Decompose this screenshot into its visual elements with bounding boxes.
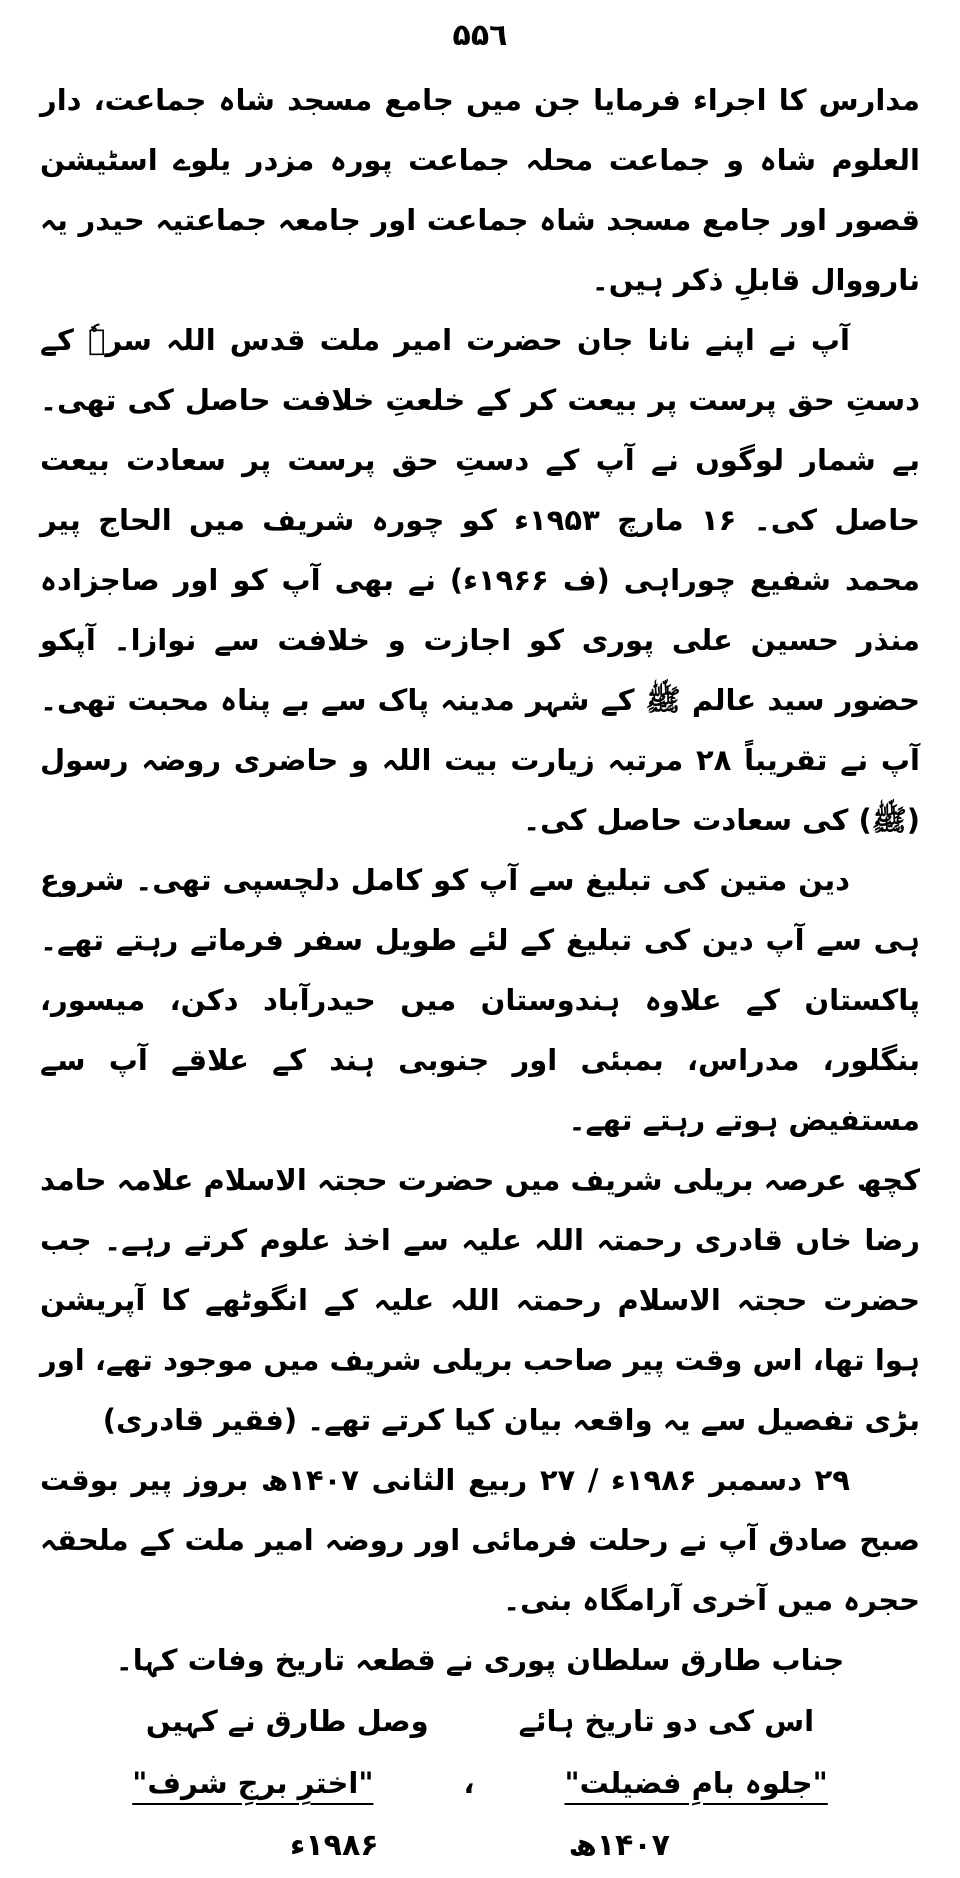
gregorian-year: ۱۹۸۶ء bbox=[290, 1828, 379, 1863]
verse-line-1-right: اس کی دو تاریخ ہائے bbox=[518, 1704, 815, 1738]
verse-line-2 bbox=[40, 1752, 920, 1814]
paragraph-wafat: ۲۹ دسمبر ۱۹۸۶ء / ۲۷ ربیع الثانی ۱۴۰۷ھ بروز پیر بوقت صبح صادق آپ نے رحلت فرمائی اور روضہ امیر ملت کے ملحقہ حجرہ میں آخری آرامگاہ بنی۔ bbox=[40, 1463, 920, 1617]
paragraph-bayat: آپ نے اپنے نانا جان حضرت امیر ملت قدس اللہ سرہٗ کے دستِ حق پرست پر بیعت کر کے خلعتِ خلافت حاصل کی تھی۔ بے شمار لوگوں نے آپ کے دستِ حق پرست پر سعادت بیعت حاصل کی۔ ۱۶ مارچ ۱۹۵۳ء کو چورہ شریف میں الحاج پیر محمد شفیع چوراہی (ف ۱۹۶۶ء) نے بھی آپ کو اور صاجزادہ منذر حسین علی پوری کو اجازت و خلافت سے نوازا۔ آپکو حضور سید عالم ﷺ کے شہر مدینہ پاک سے بے پناہ محبت تھی۔ آپ نے تقریباً ۲۸ مرتبہ زیارت بیت اللہ و حاضری روضہ رسول (ﷺ) کی سعادت حاصل کی۔ bbox=[40, 323, 920, 837]
paragraph-tabligh: دین متین کی تبلیغ سے آپ کو کامل دلچسپی تھی۔ شروع ہی سے آپ دین کی تبلیغ کے لئے طویل سفر فرماتے رہتے تھے۔ پاکستان کے علاوہ ہندوستان میں حیدرآباد دکن، میسور، بنگلور، مدراس، بمبئی اور جنوبی ہند کے علاقے آپ سے مستفیض ہوتے رہتے تھے۔ bbox=[40, 863, 920, 1137]
verse-line-1 bbox=[40, 1690, 920, 1752]
verse-line-2-right: "جلوہ بامِ فضیلت" bbox=[564, 1766, 828, 1800]
verse-line-2-left: "اخترِ برجِ شرف" bbox=[132, 1766, 374, 1800]
verse-line-1-left: وصل طارق نے کہیں bbox=[145, 1704, 429, 1738]
paragraph-bareilly: کچھ عرصہ بریلی شریف میں حضرت حجتہ الاسلام علامہ حامد رضا خاں قادری رحمتہ اللہ علیہ سے اخذ علوم کرتے رہے۔ جب حضرت حجتہ الاسلام رحمتہ اللہ علیہ کے انگوٹھے کا آپریشن ہوا تھا، اس وقت پیر صاحب بریلی شریف میں موجود تھے، اور بڑی تفصیل سے یہ واقعہ بیان کیا کرتے تھے۔ (فقیر قادری) bbox=[40, 1163, 920, 1437]
paragraph-madaris: مدارس کا اجراء فرمایا جن میں جامع مسجد شاہ جماعت، دار العلوم شاہ و جماعت محلہ جماعت پورہ مزدر یلوے اسٹیشن قصور اور جامع مسجد شاہ جماعت اور جامعہ جماعتیہ حیدر یہ نارووال قابلِ ذکر ہیں۔ bbox=[40, 83, 920, 297]
hijri-year: ۱۴۰۷ھ bbox=[568, 1828, 670, 1863]
chronogram-years bbox=[40, 1814, 920, 1878]
qita-intro-line: جناب طارق سلطان پوری نے قطعہ تاریخ وفات کہا۔ bbox=[115, 1643, 845, 1677]
page-number: ۵۵٦ bbox=[452, 18, 508, 53]
verse-line-2-separator: ، bbox=[463, 1766, 475, 1800]
